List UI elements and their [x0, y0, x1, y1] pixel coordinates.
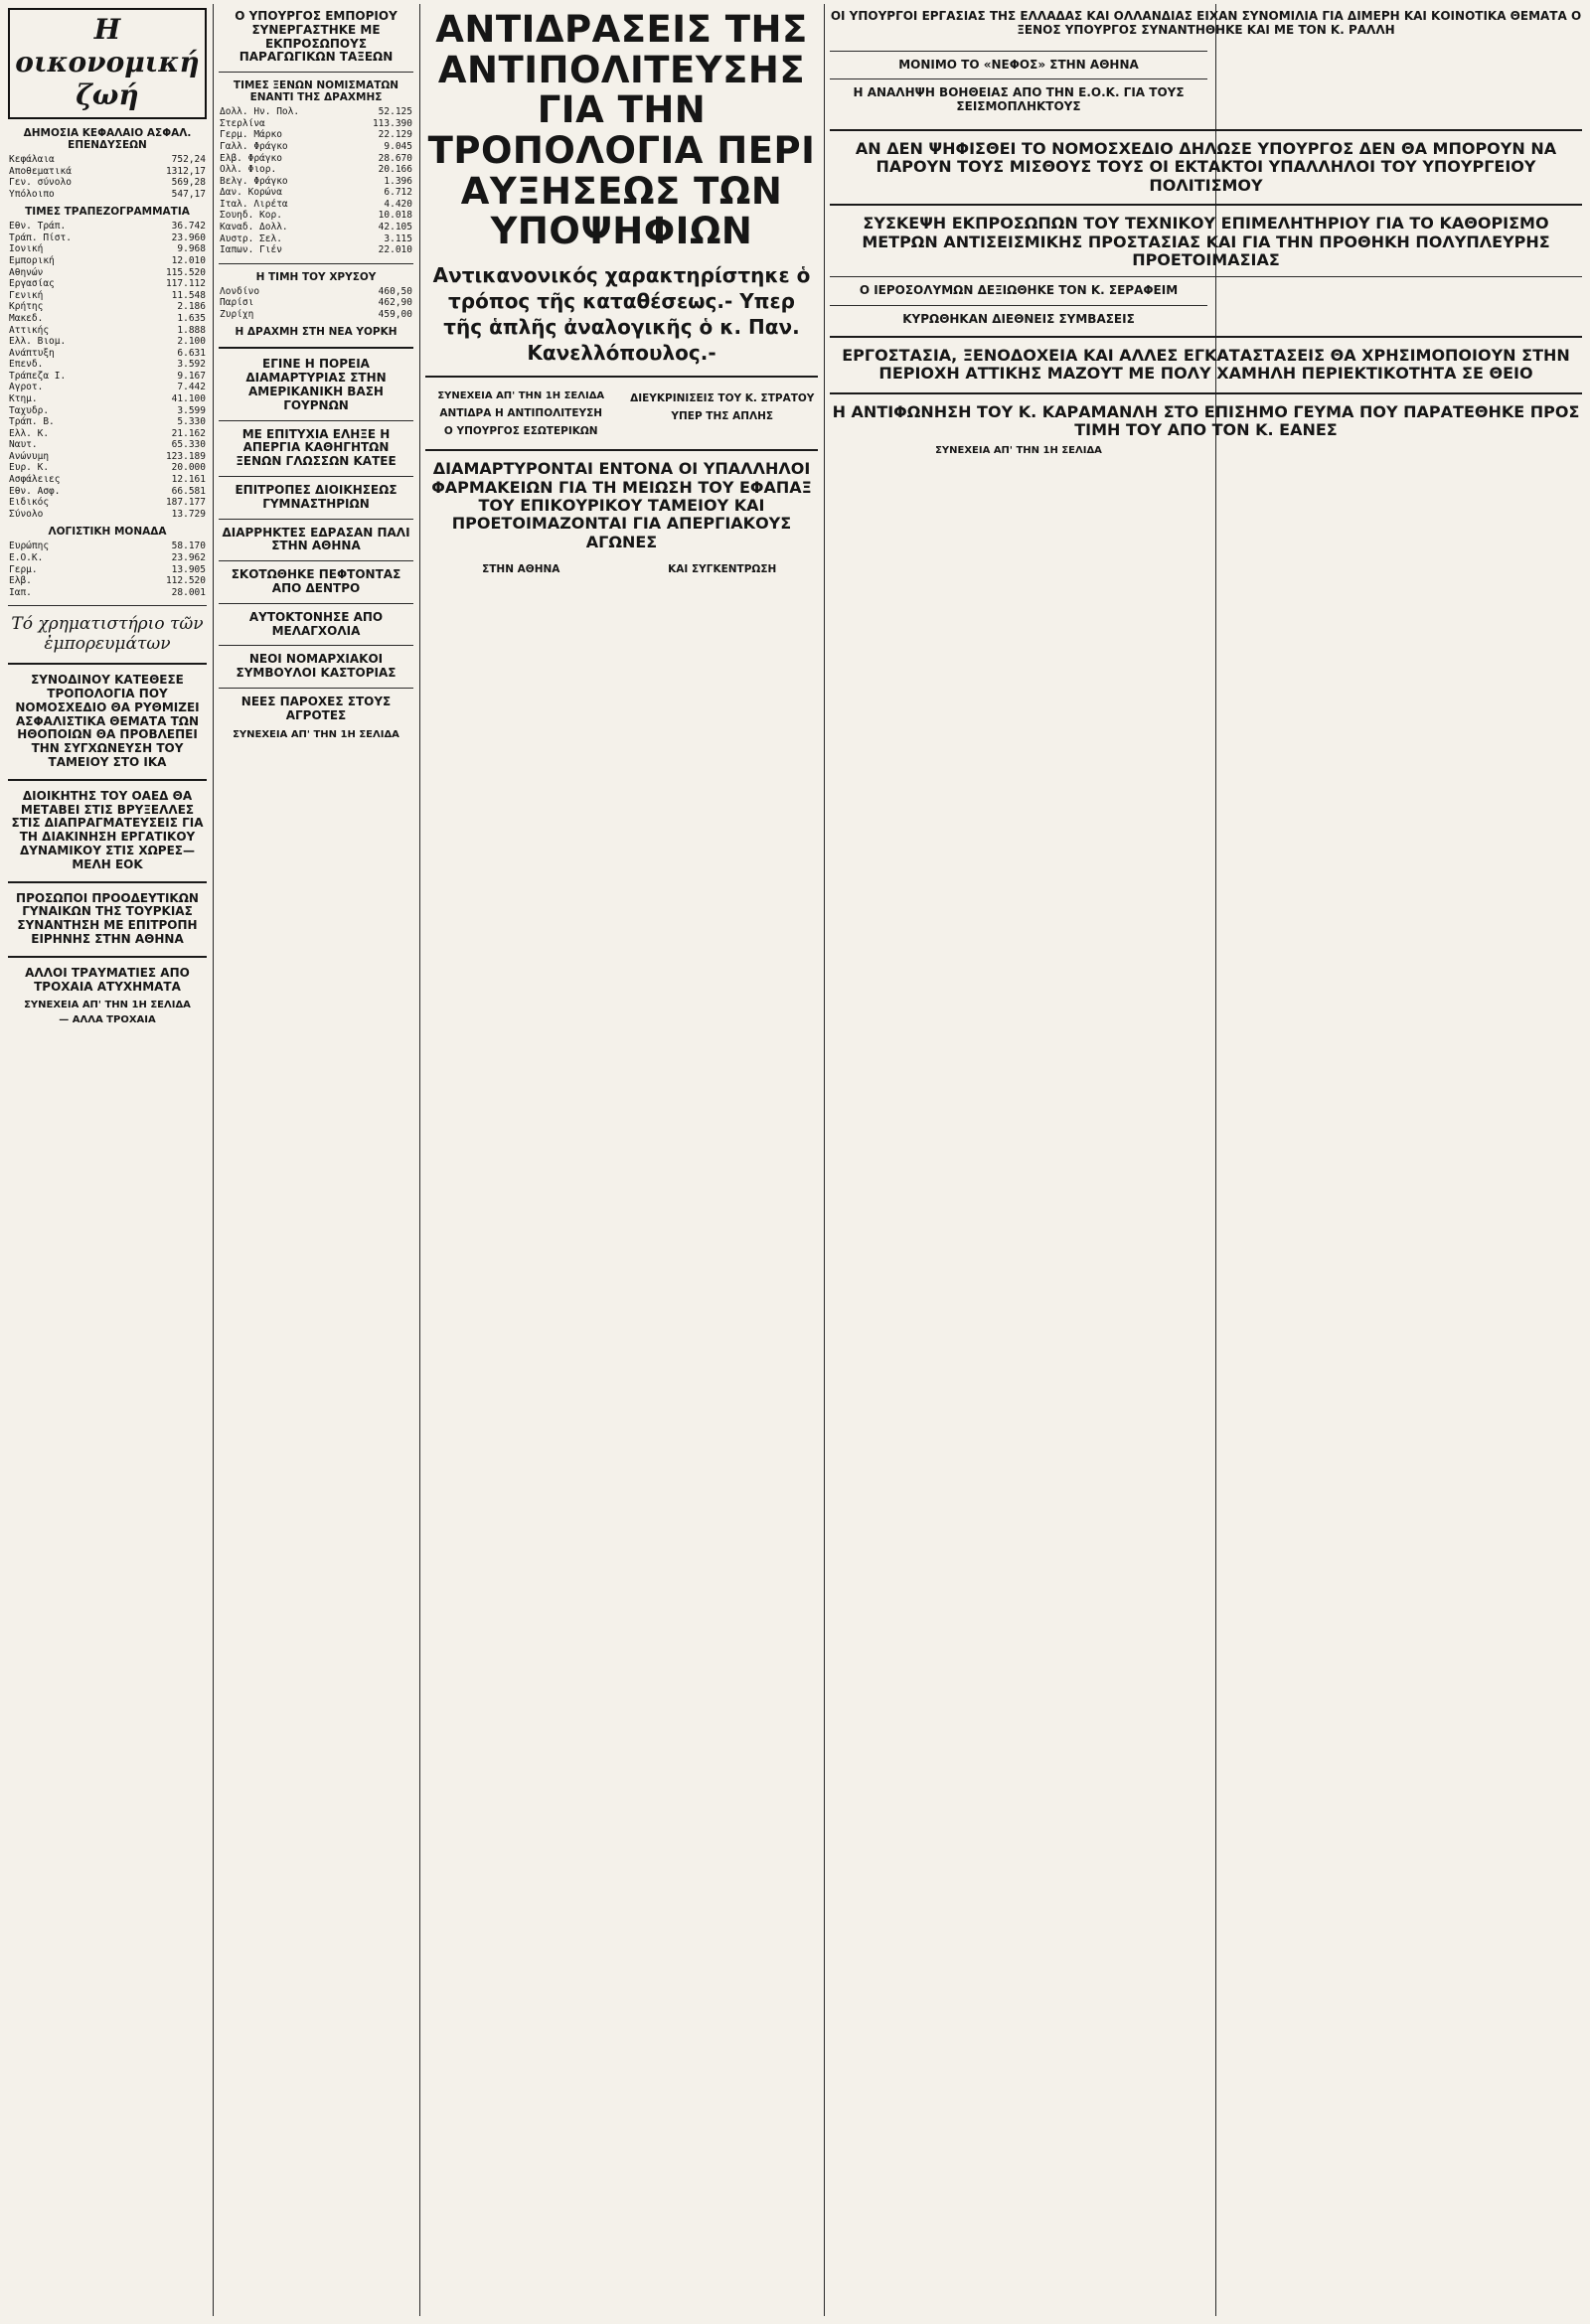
- headline-karamanlis-toast: Η ΑΝΤΙΦΩΝΗΣΗ ΤΟΥ Κ. ΚΑΡΑΜΑΝΛΗ ΣΤΟ ΕΠΙΣΗΜΟ ΓΕΥΜΑ ΠΟΥ ΠΑΡΑΤΕΘΗΚΕ ΠΡΟΣ ΤΙΜΗ ΤΟΥ ΑΠΟ ΤΟΝ Κ. ΕΑΝΕΣ: [832, 401, 1580, 440]
- lead-subhead: Αντικανονικός χαρακτηρίστηκε ὁ τρόπος τῆς καταθέσεως.- Υπερ τῆς ἁπλῆς ἀναλογικῆς ὁ κ. Παν. Κανελλόπουλος.-: [432, 263, 811, 366]
- table-row: Ιονική 9.968: [9, 243, 206, 255]
- table-row: Στερλίνα 113.390: [220, 117, 412, 129]
- continued-label: ΣΥΝΕΧΕΙΑ ΑΠ' ΤΗΝ 1Η ΣΕΛΙΔΑ: [233, 728, 399, 740]
- market-section-title: ΛΟΓΙΣΤΙΚΗ ΜΟΝΑΔΑ: [48, 526, 167, 539]
- table-row: Επενδ. 3.592: [9, 359, 206, 371]
- continued-label: ΣΥΝΕΧΕΙΑ ΑΠ' ΤΗΝ 1Η ΣΕΛΙΔΑ: [24, 1000, 191, 1011]
- table-row: Ζυρίχη 459,00: [220, 308, 412, 320]
- headline-low-sulfur-oil: ΕΡΓΟΣΤΑΣΙΑ, ΞΕΝΟΔΟΧΕΙΑ ΚΑΙ ΑΛΛΕΣ ΕΓΚΑΤΑΣΤΑΣΕΙΣ ΘΑ ΧΡΗΣΙΜΟΠΟΙΟΥΝ ΣΤΗΝ ΠΕΡΙΟΧΗ ΑΤΤΙΚΗΣ ΜΑΖΟΥΤ ΜΕ ΠΟΛΥ ΧΑΜΗΛΗ ΠΕΡΙΕΚΤΙΚΟΤΗΤΑ ΣΕ ΘΕΙΟ: [842, 345, 1570, 384]
- table-row: Γενική 11.548: [9, 289, 206, 301]
- gold-title: Η ΤΙΜΗ ΤΟΥ ΧΡΥΣΟΥ: [255, 270, 377, 283]
- lead-headline: ΑΝΤΙΔΡΑΣΕΙΣ ΤΗΣ ΑΝΤΙΠΟΛΙΤΕΥΣΗΣ ΓΙΑ ΤΗΝ ΤΡΟΠΟΛΟΓΙΑ ΠΕΡΙ ΑΥΞΗΣΕΩΣ ΤΩΝ ΥΠΟΨΗΦΙΩΝ: [427, 8, 816, 253]
- table-row: Αυστρ. Σελ. 3.115: [220, 232, 412, 244]
- headline-farmers: ΝΕΕΣ ΠΑΡΟΧΕΣ ΣΤΟΥΣ ΑΓΡΟΤΕΣ: [240, 694, 392, 722]
- headline-suicide: ΑΥΤΟΚΤΟΝΗΣΕ ΑΠΟ ΜΕΛΑΓΧΟΛΙΑ: [248, 609, 384, 638]
- table-row: Αποθεματικά 1312,17: [9, 165, 206, 177]
- table-row: Σύνολο 13.729: [9, 508, 206, 520]
- table-row: Ελλ. Βιομ. 2.100: [9, 336, 206, 348]
- table-row: Γερμ. Μάρκο 22.129: [220, 129, 412, 141]
- table-row: Αττικής 1.888: [9, 324, 206, 336]
- section-simple-proportional: ΥΠΕΡ ΤΗΣ ΑΠΛΗΣ: [671, 410, 774, 423]
- headline-burglars: ΔΙΑΡΡΗΚΤΕΣ ΕΔΡΑΣΑΝ ΠΑΛΙ ΣΤΗΝ ΑΘΗΝΑ: [222, 525, 410, 553]
- headline-kastoria: ΝΕΟΙ ΝΟΜΑΡΧΙΑΚΟΙ ΣΥΜΒΟΥΛΟΙ ΚΑΣΤΟΡΙΑΣ: [236, 652, 397, 681]
- headline-oaed-brussels: ΔΙΟΙΚΗΤΗΣ ΤΟΥ ΟΑΕΔ ΘΑ ΜΕΤΑΒΕΙ ΣΤΙΣ ΒΡΥΞΕΛΛΕΣ ΣΤΙΣ ΔΙΑΠΡΑΓΜΑΤΕΥΣΕΙΣ ΓΙΑ ΤΗ ΔΙΑΚΙΝΗΣΗ ΕΡΓΑΤΙΚΟΥ ΔΥΝΑΜΙΚΟΥ ΣΤΙΣ ΧΩΡΕΣ—ΜΕΛΗ ΕΟΚ: [11, 788, 204, 871]
- headline-gournes-march: ΕΓΙΝΕ Η ΠΟΡΕΙΑ ΔΙΑΜΑΡΤΥΡΙΑΣ ΣΤΗΝ ΑΜΕΡΙΚΑΝΙΚΗ ΒΑΣΗ ΓΟΥΡΝΩΝ: [245, 357, 387, 412]
- continued-label: ΣΥΝΕΧΕΙΑ ΑΠ' ΤΗΝ 1Η ΣΕΛΙΔΑ: [437, 390, 605, 402]
- market-table-1: [8, 154, 207, 200]
- table-row: Γεν. σύνολο 569,28: [9, 177, 206, 189]
- table-row: Σουηδ. Κορ. 10.018: [220, 210, 412, 222]
- table-row: Τράπεζα Ι. 9.167: [9, 370, 206, 382]
- table-row: Ανώνυμη 123.189: [9, 450, 206, 462]
- column-2: [219, 4, 413, 744]
- table-row: Αγροτ. 7.442: [9, 382, 206, 393]
- table-row: Κρήτης 2.186: [9, 301, 206, 313]
- headline-eec-aid: Η ΑΝΑΛΗΨΗ ΒΟΗΘΕΙΑΣ ΑΠΟ ΤΗΝ Ε.Ο.Κ. ΓΙΑ ΤΟΥΣ ΣΕΙΣΜΟΠΛΗΚΤΟΥΣ: [853, 85, 1185, 114]
- market-section-title: ΤΙΜΕΣ ΤΡΑΠΕΖΟΓΡΑΜΜΑΤΙΑ: [25, 206, 190, 219]
- currencies-table: [219, 106, 413, 256]
- table-row: Ιαπων. Γιέν 22.010: [220, 244, 412, 256]
- market-section-title: ΔΗΜΟΣΙΑ ΚΕΦΑΛΑΙΟ ΑΣΦΑΛ. ΕΠΕΝΔΥΣΕΩΝ: [23, 127, 192, 151]
- column-5: [830, 4, 1582, 460]
- table-row: Εθν. Τράπ. 36.742: [9, 221, 206, 232]
- table-row: Ιαπ. 28.001: [9, 586, 206, 598]
- table-row: Δολλ. Ην. Πολ. 52.125: [220, 106, 412, 118]
- table-row: Ναυτ. 65.330: [9, 439, 206, 451]
- section-stratos: ΔΙΕΥΚΡΙΝΙΣΕΙΣ ΤΟΥ Κ. ΣΤΡΑΤΟΥ: [630, 392, 815, 405]
- table-row: Τράπ. Β. 5.330: [9, 416, 206, 428]
- table-row: Κτημ. 41.100: [9, 392, 206, 404]
- table-row: Τράπ. Πίστ. 23.960: [9, 232, 206, 243]
- currencies-title: ΤΙΜΕΣ ΞΕΝΩΝ ΝΟΜΙΣΜΑΤΩΝ ΕΝΑΝΤΙ ΤΗΣ ΔΡΑΧΜΗΣ: [233, 79, 399, 104]
- headline-gym-committees: ΕΠΙΤΡΟΠΕΣ ΔΙΟΙΚΗΣΕΩΣ ΓΥΜΝΑΣΤΗΡΙΩΝ: [235, 483, 398, 511]
- table-row: Ευρώπης 58.170: [9, 541, 206, 552]
- table-row: Γερμ. 13.905: [9, 563, 206, 575]
- table-row: Βελγ. Φράγκο 1.396: [220, 175, 412, 187]
- table-row: Ιταλ. Λιρέτα 4.420: [220, 198, 412, 210]
- newspaper-page: [8, 4, 1582, 2316]
- headline-technical-chamber: ΣΥΣΚΕΨΗ ΕΚΠΡΟΣΩΠΩΝ ΤΟΥ ΤΕΧΝΙΚΟΥ ΕΠΙΜΕΛΗΤΗΡΙΟΥ ΓΙΑ ΤΟ ΚΑΘΟΡΙΣΜΟ ΜΕΤΡΩΝ ΑΝΤΙΣΕΙΣΜΙΚΗΣ ΠΡΟΣΤΑΣΙΑΣ ΚΑΙ ΓΙΑ ΤΗΝ ΠΡΟΘΗΚΗ ΠΟΛΥΠΛΕΥΡΗΣ ΠΡΟΕΤΟΙΜΑΣΙΑΣ: [862, 214, 1550, 269]
- more-traffic-label: — ΑΛΛΑ ΤΡΟΧΑΙΑ: [59, 1014, 156, 1026]
- table-row: Ανάπτυξη 6.631: [9, 347, 206, 359]
- table-row: Ελβ. 112.520: [9, 575, 206, 587]
- masthead-title: Η οικονομική ζωή: [8, 8, 207, 119]
- headline-treaties: ΚΥΡΩΘΗΚΑΝ ΔΙΕΘΝΕΙΣ ΣΥΜΒΑΣΕΙΣ: [902, 312, 1135, 327]
- headline-turkish-women: ΠΡΟΣΩΠΟΙ ΠΡΟΟΔΕΥΤΙΚΩΝ ΓΥΝΑΙΚΩΝ ΤΗΣ ΤΟΥΡΚΙΑΣ ΣΥΝΑΝΤΗΣΗ ΜΕ ΕΠΙΤΡΟΠΗ ΕΙΡΗΝΗΣ ΣΤΗΝ ΑΘΗΝΑ: [16, 890, 199, 946]
- table-row: Αθηνών 115.520: [9, 266, 206, 278]
- drachma-ny-title: Η ΔΡΑΧΜΗ ΣΤΗ ΝΕΑ ΥΟΡΚΗ: [235, 326, 398, 339]
- headline-commerce-minister: Ο ΥΠΟΥΡΓΟΣ ΕΜΠΟΡΙΟΥ ΣΥΝΕΡΓΑΣΤΗΚΕ ΜΕ ΕΚΠΡΟΣΩΠΟΥΣ ΠΑΡΑΓΩΓΙΚΩΝ ΤΑΞΕΩΝ: [235, 9, 398, 65]
- table-row: Δαν. Κορώνα 6.712: [220, 187, 412, 199]
- table-row: Μακεδ. 1.635: [9, 312, 206, 324]
- headline-actors-insurance: ΣΥΝΟΔΙΝΟΥ ΚΑΤΕΘΕΣΕ ΤΡΟΠΟΛΟΓΙΑ ΠΟΥ ΝΟΜΟΣΧΕΔΙΟ ΘΑ ΡΥΘΜΙΖΕΙ ΑΣΦΑΛΙΣΤΙΚΑ ΘΕΜΑΤΑ ΤΩΝ ΗΘΟΠΟΙΩΝ ΘΑ ΠΡΟΒΛΕΠΕΙ ΤΗΝ ΣΥΓΧΩΝΕΥΣΗ ΤΟΥ ΤΑΜΕΙΟΥ ΣΤΟ ΙΚΑ: [15, 673, 200, 770]
- table-row: Υπόλοιπο 547,17: [9, 188, 206, 200]
- headline-pharmacy-staff: ΔΙΑΜΑΡΤΥΡΟΝΤΑΙ ΕΝΤΟΝΑ ΟΙ ΥΠΑΛΛΗΛΟΙ ΦΑΡΜΑΚΕΙΩΝ ΓΙΑ ΤΗ ΜΕΙΩΣΗ ΤΟΥ ΕΦΑΠΑΞ ΤΟΥ ΕΠΙΚΟΥΡΙΚΟΥ ΤΑΜΕΙΟΥ ΚΑΙ ΠΡΟΕΤΟΙΜΑΖΟΝΤΑΙ ΓΙΑ ΑΠΕΡΓΙΑΚΟΥΣ ΑΓΩΝΕΣ: [431, 459, 812, 551]
- table-row: Κεφάλαια 752,24: [9, 154, 206, 165]
- table-row: Παρίσι 462,90: [220, 297, 412, 309]
- section-interior-minister: Ο ΥΠΟΥΡΓΟΣ ΕΣΩΤΕΡΙΚΩΝ: [443, 425, 598, 438]
- section-rally: ΚΑΙ ΣΥΓΚΕΝΤΡΩΣΗ: [668, 563, 777, 576]
- table-row: Ασφάλειες 12.161: [9, 474, 206, 486]
- column-1: [8, 4, 207, 1029]
- market-table-3: [8, 541, 207, 598]
- table-row: Λονδίνο 460,50: [220, 285, 412, 297]
- table-row: Ειδικός 187.177: [9, 497, 206, 509]
- table-row: Εργασίας 117.112: [9, 278, 206, 290]
- table-row: Ευρ. Κ. 20.000: [9, 462, 206, 474]
- table-row: Καναδ. Δολλ. 42.105: [220, 221, 412, 232]
- table-row: Εθν. Ασφ. 66.581: [9, 485, 206, 497]
- headline-jerusalem-patriarch: Ο ΙΕΡΟΣΟΛΥΜΩΝ ΔΕΞΙΩΘΗΚΕ ΤΟΝ Κ. ΣΕΡΑΦΕΙΜ: [859, 283, 1179, 298]
- table-row: Ελλ. Κ. 21.162: [9, 427, 206, 439]
- section-opposition: ΑΝΤΙΔΡΑ Η ΑΝΤΙΠΟΛΙΤΕΥΣΗ: [439, 407, 603, 420]
- headline-fell-tree: ΣΚΟΤΩΘΗΚΕ ΠΕΦΤΟΝΤΑΣ ΑΠΟ ΔΕΝΤΡΟ: [231, 567, 401, 595]
- section-in-athens: ΣΤΗΝ ΑΘΗΝΑ: [482, 563, 560, 576]
- market-table-2: [8, 221, 207, 520]
- continued-label: ΣΥΝΕΧΕΙΑ ΑΠ' ΤΗΝ 1Η ΣΕΛΙΔΑ: [935, 445, 1102, 457]
- headline-culture-ministry: ΑΝ ΔΕΝ ΨΗΦΙΣΘΕΙ ΤΟ ΝΟΜΟΣΧΕΔΙΟ ΔΗΛΩΣΕ ΥΠΟΥΡΓΟΣ ΔΕΝ ΘΑ ΜΠΟΡΟΥΝ ΝΑ ΠΑΡΟΥΝ ΤΟΥΣ ΜΙΣΘΟΥΣ ΤΟΥΣ ΟΙ ΕΚΤΑΚΤΟΙ ΥΠΑΛΛΗΛΟΙ ΤΟΥ ΥΠΟΥΡΓΕΙΟΥ ΠΟΛΙΤΙΣΜΟΥ: [855, 138, 1557, 195]
- table-row: Ολλ. Φιορ. 20.166: [220, 164, 412, 176]
- table-row: Γαλλ. Φράγκο 9.045: [220, 140, 412, 152]
- table-row: Ελβ. Φράγκο 28.670: [220, 152, 412, 164]
- headline-teachers-strike: ΜΕ ΕΠΙΤΥΧΙΑ ΕΛΗΞΕ Η ΑΠΕΡΓΙΑ ΚΑΘΗΓΗΤΩΝ ΞΕΝΩΝ ΓΛΩΣΣΩΝ ΚΑΤΕΕ: [236, 426, 397, 469]
- commodities-title: Τό χρηματιστήριο τῶν ἐμπορευμάτων: [11, 614, 204, 655]
- headline-traffic-injuries: ΑΛΛΟΙ ΤΡΑΥΜΑΤΙΕΣ ΑΠΟ ΤΡΟΧΑΙΑ ΑΤΥΧΗΜΑΤΑ: [25, 965, 190, 994]
- gold-table: [219, 286, 413, 321]
- table-row: Ε.Ο.Κ. 23.962: [9, 551, 206, 563]
- table-row: Ταχυδρ. 3.599: [9, 404, 206, 416]
- headline-smog: ΜΟΝΙΜΟ ΤΟ «ΝΕΦΟΣ» ΣΤΗΝ ΑΘΗΝΑ: [898, 57, 1139, 72]
- headline-labour-ministers: ΟΙ ΥΠΟΥΡΓΟΙ ΕΡΓΑΣΙΑΣ ΤΗΣ ΕΛΛΑΔΑΣ ΚΑΙ ΟΛΛΑΝΔΙΑΣ ΕΙΧΑΝ ΣΥΝΟΜΙΛΙΑ ΓΙΑ ΔΙΜΕΡΗ ΚΑΙ ΚΟΙΝΟΤΙΚΑ ΘΕΜΑΤΑ Ο ΞΕΝΟΣ ΥΠΟΥΡΓΟΣ ΣΥΝΑΝΤΗΘΗΚΕ ΚΑΙ ΜΕ ΤΟΝ Κ. ΡΑΛΛΗ: [830, 9, 1582, 37]
- table-row: Εμπορική 12.010: [9, 255, 206, 267]
